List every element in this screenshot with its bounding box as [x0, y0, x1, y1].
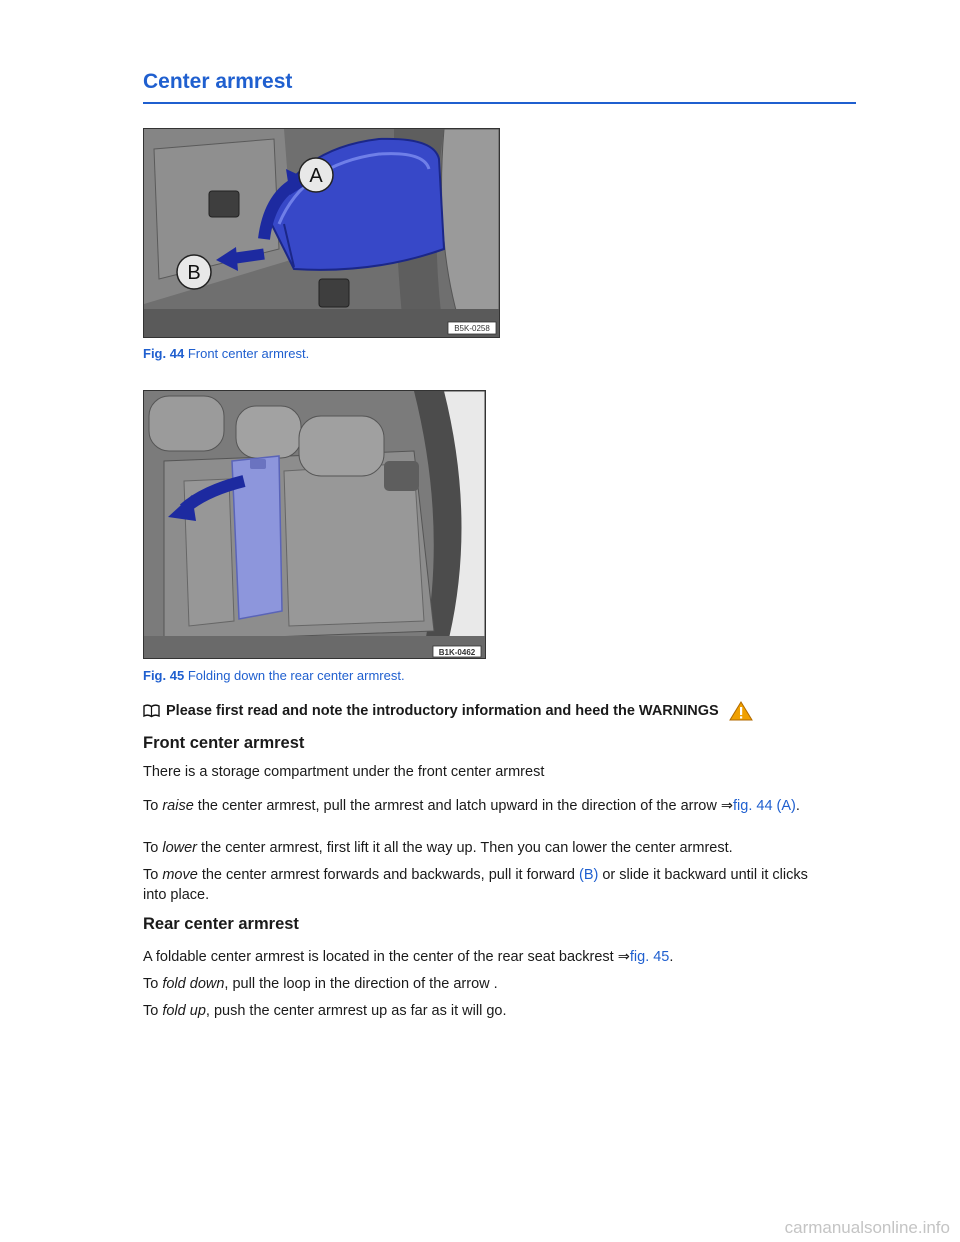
intro-notice: [143, 701, 843, 721]
fold-down-verb: fold down: [162, 976, 225, 992]
located-paragraph: A foldable center armrest is located in the center of the rear seat backrest ⇒fig. 45.: [143, 949, 674, 965]
intro-text: Please first read and note the introductory information and heed the WARNINGS: [166, 703, 719, 719]
callout-b-link[interactable]: (B): [579, 867, 599, 883]
image-code: B1K-0462: [438, 648, 476, 657]
section-heading-front: Front center armrest: [143, 734, 305, 752]
storage-paragraph: There is a storage compartment under the front center armrest: [143, 764, 545, 780]
fold-up-verb: fold up: [162, 1003, 206, 1019]
figure-front-armrest: [143, 128, 500, 338]
figure-caption: [143, 668, 405, 683]
warning-triangle-icon[interactable]: [729, 701, 753, 721]
lower-paragraph: To lower the center armrest, first lift it all the way up. Then you can lower the center armrest.: [143, 840, 733, 856]
fold-up-paragraph: To fold up, push the center armrest up as far as it will go.: [143, 1003, 507, 1019]
callout-a: A: [309, 165, 323, 187]
figure-caption-text: Folding down the rear center armrest.: [187, 668, 405, 683]
section-heading-rear: Rear center armrest: [143, 915, 299, 933]
book-icon: [143, 704, 160, 718]
raise-verb: raise: [162, 798, 194, 814]
move-paragraph: To move the center armrest forwards and backwards, pull it forward (B) or slide it backward until it clicks into place.: [143, 867, 808, 903]
raise-paragraph: To raise the center armrest, pull the armrest and latch upward in the direction of the arrow ⇒fig. 44 (A).: [143, 798, 800, 814]
figure-number: Fig. 45: [143, 668, 185, 683]
figure-rear-armrest: [143, 390, 486, 659]
page-title: Center armrest: [143, 70, 856, 104]
callout-b: B: [187, 262, 201, 284]
figure-number: Fig. 44: [143, 346, 185, 361]
image-code: B5K-0258: [454, 324, 490, 333]
fold-down-paragraph: To fold down, pull the loop in the direction of the arrow .: [143, 976, 498, 992]
lower-verb: lower: [162, 840, 197, 856]
watermark: carmanualsonline.info: [784, 1218, 950, 1237]
fig-45-link[interactable]: fig. 45: [629, 949, 670, 965]
front-armrest-illustration: [144, 129, 499, 337]
move-verb: move: [162, 867, 198, 883]
figure-caption-text: Front center armrest.: [187, 346, 310, 361]
rear-armrest-illustration: [144, 391, 485, 658]
figure-caption: [143, 346, 309, 361]
fig-44-a-link[interactable]: fig. 44 (A): [733, 798, 796, 814]
